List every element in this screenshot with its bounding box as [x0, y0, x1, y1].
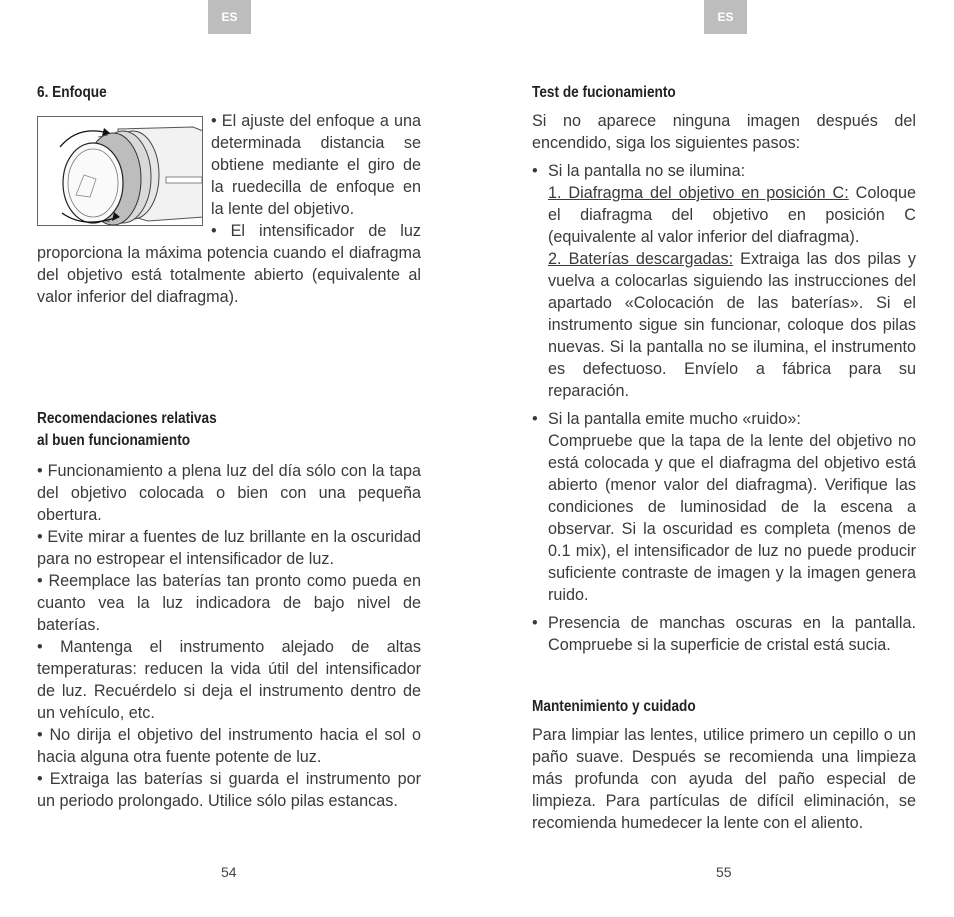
- focus-heading: 6. Enfoque: [37, 84, 107, 101]
- troubleshoot-item-spots: [532, 612, 916, 656]
- troubleshoot-text: Compruebe que la tapa de la lente del objetivo no está colocada y que el diafragma del objetivo está abierto (menor valor del diafragma). Verifique las condiciones de luminosidad de la escena a observar. Si la oscuridad es completa (menos de 0.1 mix), el intensificador de luz no puede producir suficiente contraste de imagen y la imagen genera ruido.: [548, 432, 916, 604]
- maintenance-heading: Mantenimiento y cuidado: [532, 698, 696, 715]
- page-number-right: 55: [716, 864, 732, 880]
- recommendation-item: • No dirija el objetivo del instrumento hacia el sol o hacia alguna otra fuente potente de luz.: [37, 726, 421, 766]
- troubleshoot-lead: Si la pantalla no se ilumina:: [548, 162, 746, 180]
- focus-ring-illustration: [37, 116, 203, 226]
- troubleshoot-lead: Si la pantalla emite mucho «ruido»:: [548, 410, 801, 428]
- recommendation-item: • Reemplace las baterías tan pronto como pueda en cuanto vea la luz indicadora de bajo nivel de baterías.: [37, 572, 421, 634]
- step-text: Extraiga las dos pilas y vuelva a colocarlas siguiendo las instrucciones del apartado «Colocación de las baterías». Si el instrumento sigue sin funcionar, coloque dos pilas nuevas. Si la pantalla no se ilumina, el instrumento es defectuoso. Envíelo a fábrica para su reparación.: [548, 250, 916, 400]
- bullet-icon: •: [532, 614, 538, 632]
- recommendation-item: • Evite mirar a fuentes de luz brillante en la oscuridad para no estropear el intensificador de luz.: [37, 528, 421, 568]
- test-intro: Si no aparece ninguna imagen después del encendido, siga los siguientes pasos:: [532, 112, 916, 152]
- left-page-column: [37, 82, 421, 812]
- troubleshoot-text: Presencia de manchas oscuras en la pantalla. Compruebe si la superficie de cristal está sucia.: [548, 614, 916, 654]
- recommendations-heading-line2: al buen funcionamiento: [37, 432, 191, 449]
- focus-paragraph-2: • El intensificador de luz proporciona la máxima potencia cuando el diafragma del objetivo está totalmente abierto (equivalente al valor inferior del diafragma).: [37, 222, 421, 306]
- step-text: Coloque el diafragma del objetivo en posición C (equivalente al valor inferior del diafragma).: [548, 184, 916, 246]
- language-tab-left: ES: [208, 0, 251, 34]
- recommendations-heading-line1: Recomendaciones relativas: [37, 410, 217, 427]
- right-page-column: [532, 82, 916, 834]
- bullet-icon: •: [532, 410, 538, 428]
- troubleshoot-item-no-light: [532, 160, 916, 402]
- recommendation-item: • Mantenga el instrumento alejado de altas temperaturas: reducen la vida útil del intensificador de luz. Recuérdelo si deja el instrumento dentro de un vehículo, etc.: [37, 638, 421, 722]
- page-number-left: 54: [221, 864, 237, 880]
- recommendation-item: • Extraiga las baterías si guarda el instrumento por un periodo prolongado. Utilice sólo pilas estancas.: [37, 770, 421, 810]
- focus-paragraph-1: • El ajuste del enfoque a una determinada distancia se obtiene mediante el giro de la ruedecilla de enfoque en la lente del objetivo.: [211, 112, 421, 218]
- step-label: 2. Baterías descargadas:: [548, 250, 734, 268]
- language-tab-right: ES: [704, 0, 747, 34]
- troubleshoot-item-noise: [532, 408, 916, 606]
- lens-focus-icon: [38, 117, 203, 226]
- recommendation-item: • Funcionamiento a plena luz del día sólo con la tapa del objetivo colocada o bien con una pequeña obertura.: [37, 462, 421, 524]
- maintenance-text: Para limpiar las lentes, utilice primero un cepillo o un paño suave. Después se recomienda una limpieza más profunda con ayuda del paño especial de limpieza. Para partículas de difícil eliminación, se recomienda humedecer la lente con el aliento.: [532, 726, 916, 832]
- bullet-icon: •: [532, 162, 538, 180]
- test-heading: Test de fucionamiento: [532, 84, 676, 101]
- step-label: 1. Diafragma del objetivo en posición C:: [548, 184, 849, 202]
